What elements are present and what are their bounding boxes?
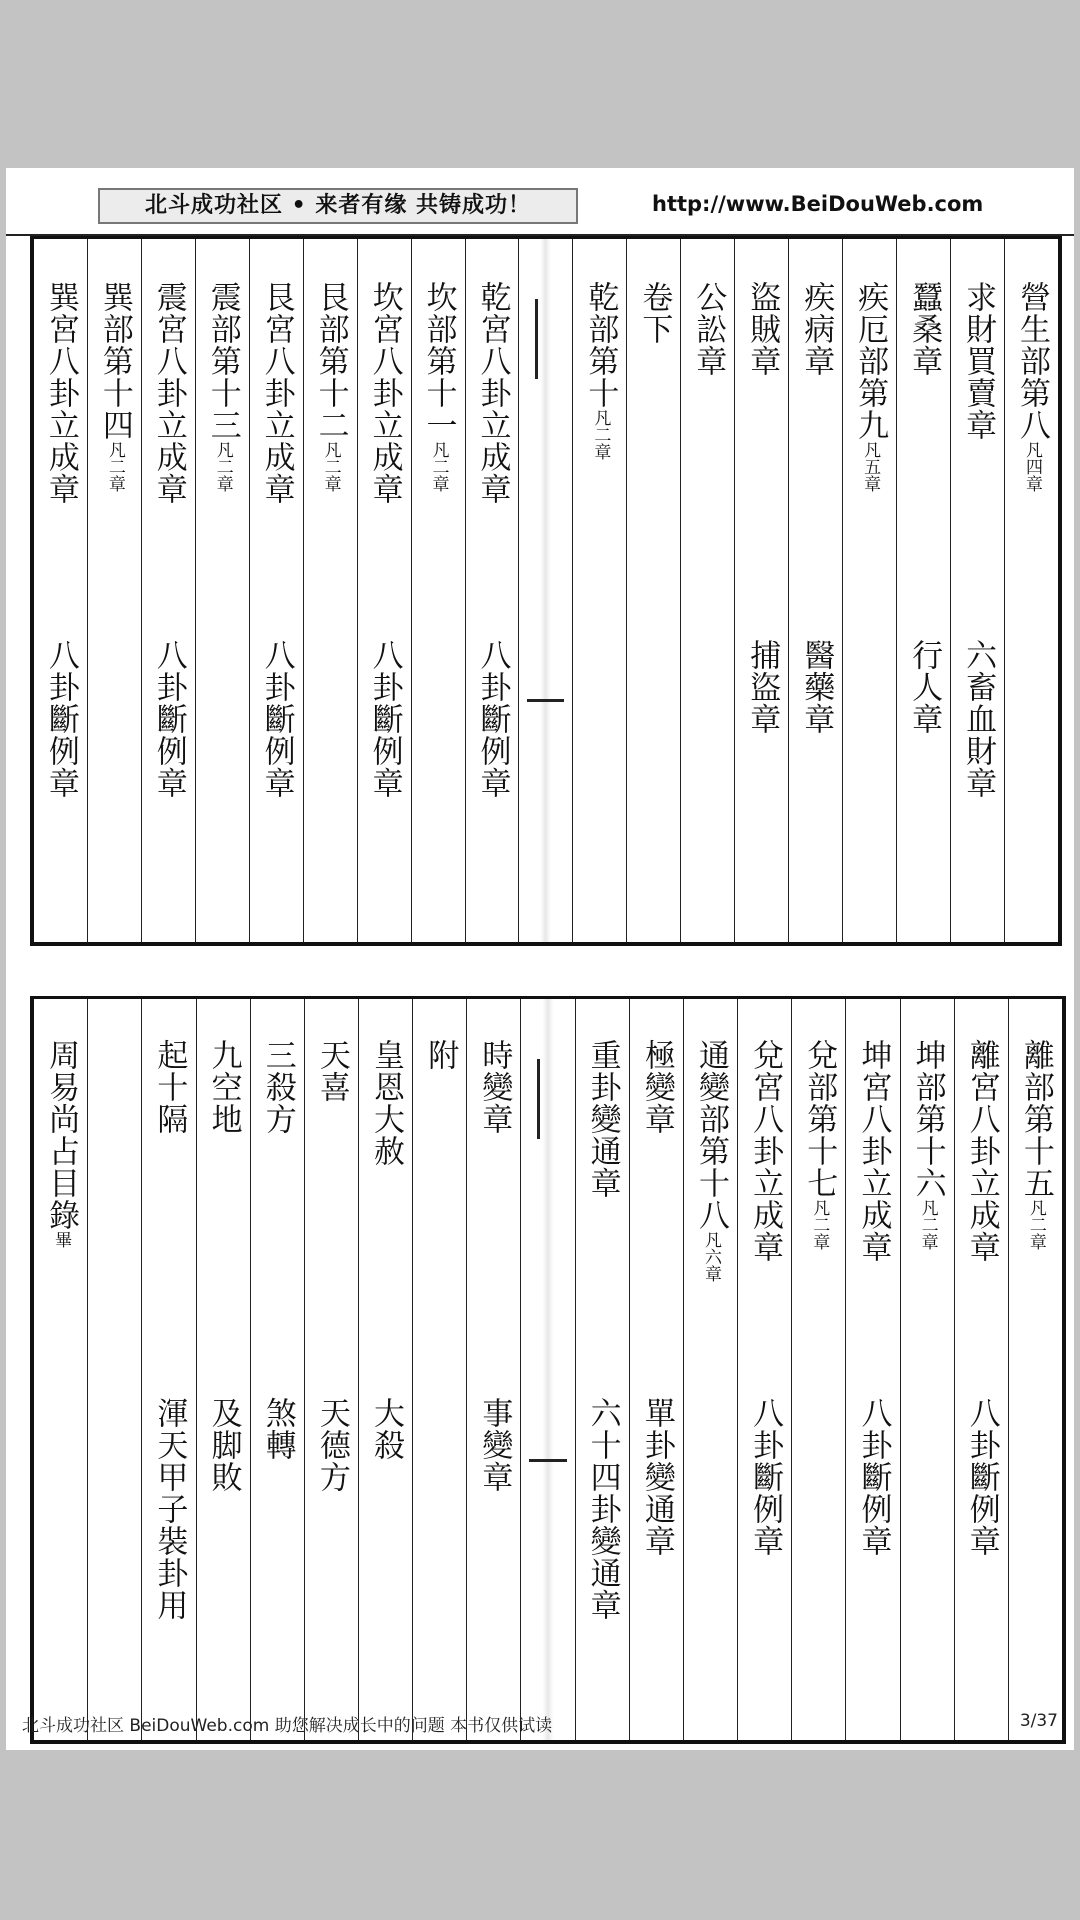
- toc-entry: [43, 1039, 80, 1248]
- toc-entry-title: 卷下: [636, 281, 673, 345]
- page-number: 3/37: [1019, 1711, 1058, 1731]
- toc-entry: [150, 281, 187, 505]
- toc-column: [842, 239, 896, 942]
- toc-column: [788, 239, 842, 942]
- toc-entry-title: 乾宮八卦立成章: [474, 281, 511, 505]
- toc-column: [629, 999, 683, 1740]
- toc-entry-title: 艮部第十二: [312, 281, 349, 441]
- toc-entry: [366, 281, 403, 505]
- toc-entry-title: 坤宮八卦立成章: [855, 1039, 892, 1263]
- toc-entry: [313, 1039, 350, 1103]
- toc-column: [195, 239, 249, 942]
- toc-entry: [96, 281, 133, 492]
- page-fold-column: [520, 999, 574, 1740]
- toc-entry: [909, 1039, 946, 1250]
- toc-column: [412, 999, 466, 1740]
- toc-entry: [747, 1039, 784, 1263]
- toc-entry: [744, 281, 781, 377]
- toc-entry-secondary: 渾天甲子裝卦用: [151, 1397, 188, 1621]
- toc-entry-title: 盜賊章: [744, 281, 781, 377]
- fold-rule: [527, 699, 564, 702]
- page-fold-column: [518, 239, 572, 942]
- toc-entry-title: 離部第十五: [1017, 1039, 1054, 1199]
- toc-column: [900, 999, 954, 1740]
- toc-entry-title: 疾厄部第九: [852, 281, 889, 441]
- toc-entry-title: 皇恩大赦: [368, 1039, 405, 1167]
- site-banner[interactable]: 北斗成功社区 • 来者有缘 共铸成功！: [98, 188, 578, 224]
- toc-entry: [690, 281, 727, 377]
- fold-rule: [529, 1459, 566, 1462]
- toc-column: [683, 999, 737, 1740]
- toc-entry-title: 坎部第十一: [420, 281, 457, 441]
- toc-entry: [960, 281, 997, 441]
- toc-entry-title: 兌宮八卦立成章: [747, 1039, 784, 1263]
- toc-entry-title: 乾部第十: [582, 281, 619, 409]
- toc-entry-title: 時變章: [476, 1039, 513, 1135]
- toc-entry: [422, 1039, 459, 1071]
- fold-mark: [537, 1059, 540, 1139]
- toc-column: [87, 239, 141, 942]
- toc-entry-title: 營生部第八: [1014, 281, 1051, 441]
- toc-entry: [906, 281, 943, 377]
- toc-column: [1004, 239, 1058, 942]
- toc-entry: [476, 1039, 513, 1135]
- toc-entry-title: 極變章: [638, 1039, 675, 1135]
- toc-entry-title: 巽宮八卦立成章: [42, 281, 79, 505]
- toc-entry-title: 震部第十三: [204, 281, 241, 441]
- toc-entry-title: 周易尚占目錄: [43, 1039, 80, 1231]
- toc-entry-secondary: 八卦斷例章: [474, 639, 511, 799]
- toc-entry: [798, 281, 835, 377]
- toc-column: [572, 239, 626, 942]
- toc-entry: [638, 1039, 675, 1135]
- toc-entry-note: 畢: [51, 1231, 72, 1248]
- toc-entry: [1017, 1039, 1054, 1250]
- toc-entry-title: 艮宮八卦立成章: [258, 281, 295, 505]
- toc-column: [34, 239, 87, 942]
- toc-column: [87, 999, 141, 1740]
- toc-entry-title: 重卦變通章: [584, 1039, 621, 1199]
- toc-entry-secondary: 煞轉: [259, 1397, 296, 1461]
- toc-entry-secondary: 大殺: [368, 1397, 405, 1461]
- toc-entry: [368, 1039, 405, 1167]
- toc-entry-note: 凡四章: [1022, 441, 1043, 492]
- toc-entry: [420, 281, 457, 492]
- toc-entry: [42, 281, 79, 505]
- toc-entry: [852, 281, 889, 492]
- toc-column: [465, 239, 519, 942]
- toc-column: [1008, 999, 1062, 1740]
- toc-entry-note: 凡二章: [917, 1199, 938, 1250]
- site-url-link[interactable]: http://www.BeiDouWeb.com: [652, 192, 984, 216]
- toc-entry: [312, 281, 349, 492]
- toc-column: [141, 999, 195, 1740]
- toc-block-top: [30, 236, 1062, 946]
- toc-entry: [259, 1039, 296, 1135]
- toc-entry: [1014, 281, 1051, 492]
- toc-column: [250, 999, 304, 1740]
- document-page: [6, 168, 1074, 1750]
- toc-entry-title: 疾病章: [798, 281, 835, 377]
- toc-column: [411, 239, 465, 942]
- toc-column: [791, 999, 845, 1740]
- toc-entry-title: 通變部第十八: [692, 1039, 729, 1231]
- toc-entry: [204, 281, 241, 492]
- toc-column: [358, 999, 412, 1740]
- toc-entry-secondary: 天德方: [313, 1397, 350, 1493]
- toc-entry-note: 凡二章: [590, 409, 611, 460]
- toc-entry-title: 天喜: [313, 1039, 350, 1103]
- toc-entry-secondary: 單卦變通章: [638, 1397, 675, 1557]
- toc-entry-title: 蠶桑章: [906, 281, 943, 377]
- toc-entry-title: 起十隔: [151, 1039, 188, 1135]
- toc-column: [954, 999, 1008, 1740]
- toc-entry-title: 兌部第十七: [801, 1039, 838, 1199]
- toc-entry-title: 九空地: [205, 1039, 242, 1135]
- toc-entry: [963, 1039, 1000, 1263]
- toc-entry-secondary: 醫藥章: [798, 639, 835, 735]
- toc-column: [680, 239, 734, 942]
- toc-entry-note: 凡六章: [700, 1231, 721, 1282]
- toc-entry-secondary: 及脚敗: [205, 1397, 242, 1493]
- toc-entry-secondary: 八卦斷例章: [366, 639, 403, 799]
- toc-entry-secondary: 行人章: [906, 639, 943, 735]
- toc-entry-title: 附: [422, 1039, 459, 1071]
- toc-column: [304, 999, 358, 1740]
- toc-entry: [205, 1039, 242, 1135]
- toc-entry-title: 公訟章: [690, 281, 727, 377]
- toc-entry-title: 求財買賣章: [960, 281, 997, 441]
- toc-entry: [692, 1039, 729, 1282]
- fold-mark: [535, 299, 538, 379]
- site-header: [6, 168, 1074, 236]
- page-footer: [22, 1711, 1062, 1735]
- footer-text: 北斗成功社区 BeiDouWeb.com 助您解决成长中的问题 本书仅供试读: [22, 1716, 553, 1736]
- toc-entry-note: 凡二章: [104, 441, 125, 492]
- toc-entry-title: 震宮八卦立成章: [150, 281, 187, 505]
- toc-entry-note: 凡五章: [860, 441, 881, 492]
- toc-column: [466, 999, 520, 1740]
- toc-entry-secondary: 八卦斷例章: [150, 639, 187, 799]
- toc-column: [303, 239, 357, 942]
- toc-entry-secondary: 捕盜章: [744, 639, 781, 735]
- toc-column: [575, 999, 629, 1740]
- toc-entry-title: 坎宮八卦立成章: [366, 281, 403, 505]
- toc-entry-secondary: 八卦斷例章: [963, 1397, 1000, 1557]
- toc-entry-note: 凡二章: [809, 1199, 830, 1250]
- toc-entry-secondary: 六畜血財章: [960, 639, 997, 799]
- toc-entry-note: 凡二章: [1025, 1199, 1046, 1250]
- toc-entry-secondary: 八卦斷例章: [42, 639, 79, 799]
- toc-entry-secondary: 八卦斷例章: [855, 1397, 892, 1557]
- toc-entry-note: 凡二章: [320, 441, 341, 492]
- toc-entry: [801, 1039, 838, 1250]
- toc-entry: [582, 281, 619, 460]
- toc-entry-note: 凡二章: [212, 441, 233, 492]
- toc-entry-title: 坤部第十六: [909, 1039, 946, 1199]
- toc-column: [196, 999, 250, 1740]
- toc-entry: [474, 281, 511, 505]
- toc-column: [737, 999, 791, 1740]
- toc-entry-secondary: 八卦斷例章: [747, 1397, 784, 1557]
- toc-column: [896, 239, 950, 942]
- toc-column: [249, 239, 303, 942]
- toc-entry-secondary: 事變章: [476, 1397, 513, 1493]
- toc-entry-title: 巽部第十四: [96, 281, 133, 441]
- toc-entry: [584, 1039, 621, 1199]
- toc-column: [845, 999, 899, 1740]
- toc-column: [950, 239, 1004, 942]
- toc-column: [357, 239, 411, 942]
- toc-entry-secondary: 八卦斷例章: [258, 639, 295, 799]
- toc-entry: [151, 1039, 188, 1135]
- toc-entry-title: 三殺方: [259, 1039, 296, 1135]
- toc-entry-title: 離宮八卦立成章: [963, 1039, 1000, 1263]
- toc-entry: [636, 281, 673, 345]
- toc-entry-note: 凡二章: [428, 441, 449, 492]
- toc-entry: [855, 1039, 892, 1263]
- toc-column: [141, 239, 195, 942]
- toc-block-bottom: [30, 996, 1066, 1744]
- toc-entry-secondary: 六十四卦變通章: [584, 1397, 621, 1621]
- toc-entry: [258, 281, 295, 505]
- toc-column: [626, 239, 680, 942]
- toc-column: [734, 239, 788, 942]
- toc-column: [34, 999, 87, 1740]
